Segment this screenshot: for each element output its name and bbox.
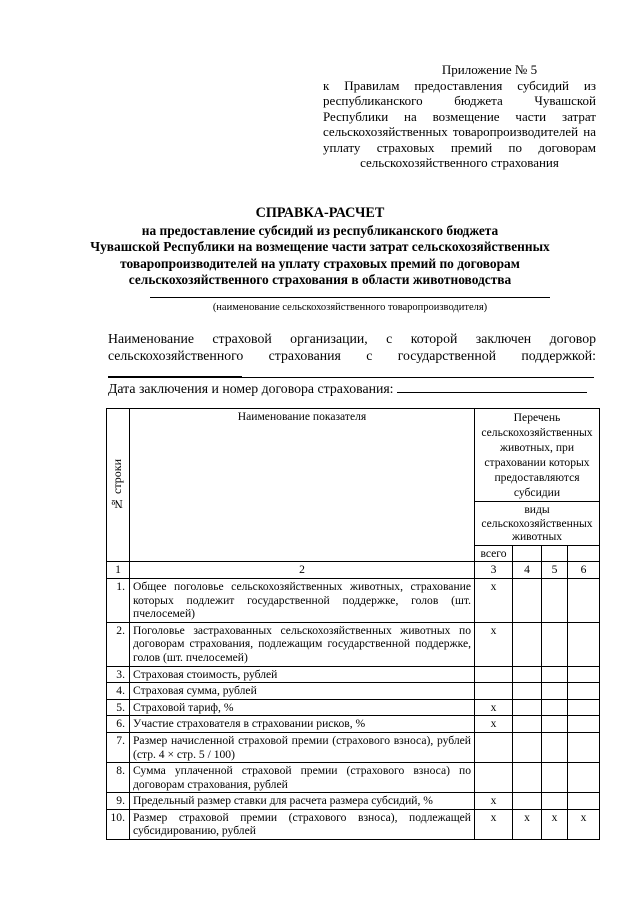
cell-total[interactable]	[475, 683, 513, 700]
table-row	[107, 763, 600, 793]
cell-kind-3[interactable]	[567, 732, 599, 762]
row-number: 5.	[107, 699, 130, 716]
header-total: всего	[475, 545, 513, 562]
cell-kind-2[interactable]	[541, 622, 567, 666]
table-row	[107, 683, 600, 700]
table-row	[107, 578, 600, 622]
header-row-no-text: № строки	[110, 459, 125, 512]
row-number: 6.	[107, 716, 130, 733]
cell-kind-3[interactable]	[567, 683, 599, 700]
table-row	[107, 716, 600, 733]
title-main: СПРАВКА-РАСЧЕТ	[255, 205, 385, 221]
cell-kind-1[interactable]	[512, 716, 541, 733]
contract-field	[108, 380, 596, 397]
cell-kind-1[interactable]	[512, 732, 541, 762]
table-row	[107, 666, 600, 683]
cell-total[interactable]: х	[475, 622, 513, 666]
row-number: 4.	[107, 683, 130, 700]
contract-input-line[interactable]	[397, 392, 587, 393]
colnum-2: 2	[129, 562, 474, 579]
appendix-block	[323, 62, 596, 171]
colnum-4: 4	[512, 562, 541, 579]
producer-name-line[interactable]	[150, 297, 550, 298]
cell-total[interactable]	[475, 666, 513, 683]
title-line-2: Чувашской Республики на возмещение части затрат сельскохозяйственных	[90, 239, 550, 255]
row-number: 3.	[107, 666, 130, 683]
cell-total[interactable]: х	[475, 716, 513, 733]
cell-kind-3[interactable]	[567, 763, 599, 793]
row-number: 2.	[107, 622, 130, 666]
contract-label: Дата заключения и номер договора страхования:	[108, 381, 394, 396]
cell-kind-3[interactable]	[567, 716, 599, 733]
cell-kind-1[interactable]	[512, 578, 541, 622]
cell-kind-2[interactable]	[541, 699, 567, 716]
row-label: Страховой тариф, %	[129, 699, 474, 716]
header-animal-kinds: виды сельскохозяйственных животных	[475, 502, 600, 546]
row-label: Поголовье застрахованных сельскохозяйственных животных по договорам страхования, подлежащим государственной поддержке, голов (шт. пчелосемей)	[129, 622, 474, 666]
title-line-3: товаропроизводителей на уплату страховых премий по договорам	[120, 255, 520, 271]
row-number: 9.	[107, 793, 130, 810]
cell-kind-2[interactable]	[541, 578, 567, 622]
colnum-3: 3	[475, 562, 513, 579]
row-label: Размер страховой премии (страхового взноса), подлежащей субсидированию, рублей	[129, 809, 474, 839]
insurer-extra-line[interactable]	[108, 377, 594, 378]
colnum-5: 5	[541, 562, 567, 579]
table-row	[107, 809, 600, 839]
header-indicator: Наименование показателя	[129, 409, 474, 562]
cell-kind-2[interactable]	[541, 683, 567, 700]
row-label: Участие страхователя в страховании рисков, %	[129, 716, 474, 733]
table-row	[107, 732, 600, 762]
cell-total[interactable]: х	[475, 809, 513, 839]
row-label: Предельный размер ставки для расчета размера субсидий, %	[129, 793, 474, 810]
cell-kind-1[interactable]	[512, 683, 541, 700]
document-title	[70, 205, 570, 288]
table-row	[107, 793, 600, 810]
appendix-number: Приложение № 5	[441, 62, 538, 77]
header-kind-1	[512, 545, 541, 562]
cell-kind-1[interactable]	[512, 622, 541, 666]
cell-kind-3[interactable]	[567, 666, 599, 683]
cell-kind-2[interactable]	[541, 732, 567, 762]
header-kind-2	[541, 545, 567, 562]
table-row	[107, 699, 600, 716]
cell-kind-1[interactable]	[512, 763, 541, 793]
cell-kind-3[interactable]	[567, 793, 599, 810]
producer-name-hint: (наименование сельскохозяйственного товаропроизводителя)	[212, 302, 488, 313]
table-row	[107, 622, 600, 666]
title-line-1: на предоставление субсидий из республиканского бюджета	[141, 223, 499, 239]
row-label: Страховая сумма, рублей	[129, 683, 474, 700]
colnum-6: 6	[567, 562, 599, 579]
cell-kind-3[interactable]	[567, 578, 599, 622]
cell-kind-1[interactable]: х	[512, 809, 541, 839]
row-label: Страховая стоимость, рублей	[129, 666, 474, 683]
cell-kind-2[interactable]	[541, 666, 567, 683]
cell-total[interactable]	[475, 732, 513, 762]
calculation-table	[106, 408, 600, 840]
cell-kind-2[interactable]	[541, 793, 567, 810]
row-label: Размер начисленной страховой премии (страхового взноса), рублей (стр. 4 × стр. 5 / 100)	[129, 732, 474, 762]
row-label: Общее поголовье сельскохозяйственных животных, страхование которых подлежит государственной поддержке, голов (шт. пчелосемей)	[129, 578, 474, 622]
colnum-1: 1	[107, 562, 130, 579]
cell-kind-1[interactable]	[512, 666, 541, 683]
cell-kind-1[interactable]	[512, 793, 541, 810]
cell-kind-3[interactable]: х	[567, 809, 599, 839]
cell-kind-3[interactable]	[567, 622, 599, 666]
insurer-label: Наименование страховой организации, с которой заключен договор сельскохозяйственного страхования с государственной поддержкой:	[108, 331, 596, 363]
cell-kind-2[interactable]	[541, 763, 567, 793]
cell-kind-3[interactable]	[567, 699, 599, 716]
row-label: Сумма уплаченной страховой премии (страхового взноса) по договорам страхования, рублей	[129, 763, 474, 793]
cell-total[interactable]: х	[475, 793, 513, 810]
cell-kind-1[interactable]	[512, 699, 541, 716]
appendix-text: к Правилам предоставления субсидий из республиканского бюджета Чувашской Республики на возмещение части затрат сельскохозяйственных товаропроизводителей на уплату страховых премий по договорам сельскохозяйственного страхования	[323, 77, 596, 170]
header-row-no	[107, 409, 130, 562]
row-number: 7.	[107, 732, 130, 762]
row-number: 8.	[107, 763, 130, 793]
row-number: 1.	[107, 578, 130, 622]
title-line-4: сельскохозяйственного страхования в области животноводства	[128, 271, 512, 287]
cell-kind-2[interactable]: х	[541, 809, 567, 839]
insurer-field	[108, 330, 596, 381]
cell-total[interactable]: х	[475, 578, 513, 622]
cell-total[interactable]	[475, 763, 513, 793]
cell-kind-2[interactable]	[541, 716, 567, 733]
header-kind-3	[567, 545, 599, 562]
row-number: 10.	[107, 809, 130, 839]
header-animal-list: Перечень сельскохозяйственных животных, при страховании которых предоставляются субсидии	[475, 409, 600, 502]
cell-total[interactable]: х	[475, 699, 513, 716]
